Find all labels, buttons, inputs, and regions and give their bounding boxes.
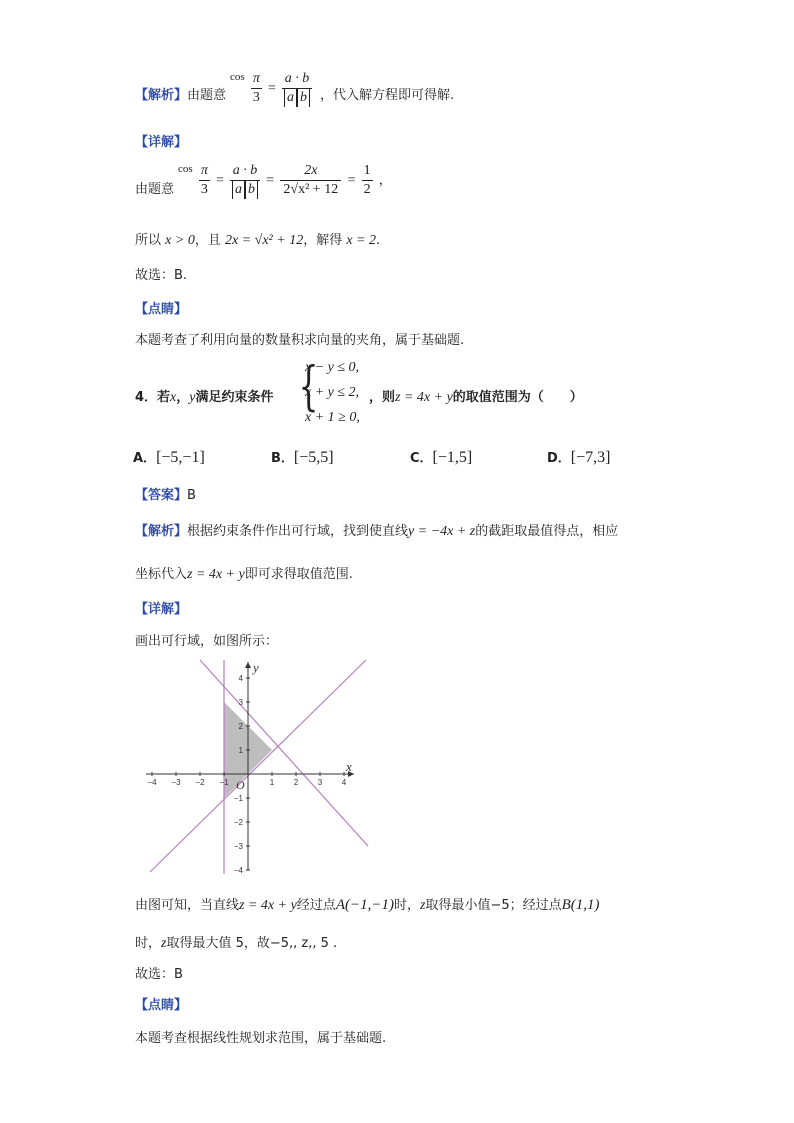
- result-f: z: [161, 936, 167, 951]
- constraint-system: [305, 355, 360, 430]
- answer-value: B: [187, 488, 196, 503]
- option-value: [−5,−1]: [156, 449, 205, 466]
- x-tick-label: 1: [269, 778, 275, 787]
- analysis-tag: 【解析】: [135, 88, 188, 103]
- result-line-1: [135, 894, 600, 914]
- frac-den: 3: [200, 182, 208, 197]
- solve-val: x = 2: [346, 233, 377, 248]
- option-label: B．: [271, 451, 294, 466]
- frac-num: π: [251, 70, 262, 89]
- comment-2: 本题考查根据线性规划求范围，属于基础题.: [135, 1031, 387, 1046]
- choose-1: 故选：B.: [135, 268, 188, 283]
- y-tick-label: −3: [233, 842, 243, 851]
- x-tick-label: −2: [195, 778, 205, 787]
- detail-2-tag: 【详解】: [135, 602, 188, 617]
- detail-formula: $^{cos}$ $\frac{\pi}{3}$ = $\frac{a \cdot b}{\text{a b}}$ = $\frac{2x}{\text{2√x² + 12}}$ = $\frac{1}{2}$ ，: [178, 163, 392, 197]
- comment-1: 本题考查了利用向量的数量积求向量的夹角，属于基础题.: [135, 333, 465, 348]
- answer-tag: 【答案】: [135, 488, 188, 503]
- y-axis-label: y: [253, 660, 259, 675]
- fraction-2x: [280, 162, 341, 199]
- option-a[interactable]: [133, 447, 205, 467]
- cos-formula-1: $^{cos}$ $\frac{\pi}{3}$ = $\frac{a \cdot b}{\text{a b}}$: [230, 70, 314, 107]
- line-y-eq-x: [150, 660, 366, 872]
- analysis-tag-2: 【解析】: [135, 524, 188, 539]
- option-label: A．: [133, 451, 157, 466]
- q4-num: 4．若: [135, 390, 171, 405]
- option-value: [−5,5]: [293, 449, 334, 466]
- vector-mags: a b: [282, 89, 312, 107]
- frac-num: π: [199, 162, 210, 181]
- analysis-2b: 的截距取最值得点，相应: [475, 524, 619, 539]
- point-a: A(−1,−1): [335, 897, 394, 913]
- feasible-region-graph: [140, 656, 380, 878]
- q4-y: y: [189, 390, 196, 405]
- x-tick-label: −3: [171, 778, 181, 787]
- choose-2: 故选：B: [135, 967, 183, 982]
- constraint-1: x − y ≤ 0,: [305, 360, 360, 375]
- option-label: D．: [547, 451, 571, 466]
- so-cond: x > 0: [165, 233, 195, 248]
- y-axis-arrow: [245, 662, 251, 668]
- draw-text: 画出可行域，如图所示：: [135, 634, 279, 649]
- x-tick-label: 4: [341, 778, 347, 787]
- eq-text: 2x = √x² + 12: [224, 233, 304, 248]
- y-tick-label: 4: [238, 674, 243, 683]
- q4-text3: 的取值范围为（ ）: [452, 390, 583, 405]
- option-b[interactable]: [271, 447, 334, 467]
- result-z: z = 4x + y: [239, 898, 297, 913]
- y-tick-label: 3: [238, 698, 243, 707]
- option-d[interactable]: [547, 447, 610, 467]
- y-tick-label: −4: [233, 866, 243, 875]
- frac-den: 2√x² + 12: [283, 182, 339, 197]
- analysis-2-line: y = −4x + z: [408, 524, 476, 539]
- result-b: 经过点: [296, 898, 336, 913]
- detail-1-tag: [135, 131, 187, 150]
- vector-fraction: [282, 70, 312, 107]
- y-tick-label: −2: [233, 818, 243, 827]
- frac-den: 2: [363, 182, 371, 197]
- constraint-2: x + y ≤ 2,: [305, 385, 360, 400]
- analysis-2c: 坐标代入: [135, 567, 188, 582]
- analysis-text: 由题意: [187, 88, 227, 103]
- point-b: B(1,1): [561, 897, 600, 913]
- result-line-2: [135, 932, 337, 952]
- detail-prefix: 由题意: [135, 182, 175, 197]
- x-tick-label: 2: [293, 778, 299, 787]
- system-brace: {: [298, 357, 319, 417]
- question-4-tail: [369, 386, 583, 406]
- analysis-2d: 即可求得取值范围.: [244, 567, 353, 582]
- comma: ，: [378, 173, 392, 188]
- answer-line: [135, 484, 196, 503]
- analysis-2-cont: [135, 563, 353, 583]
- comment-2-tag: 【点睛】: [135, 998, 188, 1013]
- y-tick-label: 1: [238, 746, 243, 755]
- result-zv: z: [419, 898, 426, 913]
- y-tick-label: 2: [238, 722, 243, 731]
- constraint-3: x + 1 ≥ 0,: [305, 410, 360, 425]
- x-axis-label: x: [346, 759, 352, 774]
- frac-num: 2x: [280, 162, 341, 181]
- frac-den: 3: [252, 90, 260, 105]
- solve-text: ，解得: [303, 233, 343, 248]
- result-d: 取得最小值−5；经过点: [425, 898, 562, 913]
- result-e: 时，: [135, 936, 162, 951]
- q4-x: x: [170, 390, 177, 405]
- question-4: [135, 386, 274, 406]
- pi-over-3: [251, 70, 262, 107]
- option-value: [−7,3]: [570, 449, 611, 466]
- y-tick-label: −1: [233, 794, 243, 803]
- analysis-2-z: z = 4x + y: [187, 567, 245, 582]
- and-text: ，且: [194, 233, 221, 248]
- q4-sep: ，: [176, 390, 190, 405]
- analysis-1: [135, 84, 226, 103]
- result-c: 时，: [393, 898, 420, 913]
- frac-num: 1: [362, 162, 373, 181]
- q4-z: z = 4x + y: [395, 390, 453, 405]
- vector-dot: a · b: [282, 70, 312, 89]
- result-g: 取得最大值 5，故−5,, z,, 5 .: [166, 936, 338, 951]
- cos-label: cos: [230, 71, 245, 83]
- analysis-2a: 根据约束条件作出可行域，找到使直线: [187, 524, 409, 539]
- analysis-2: [135, 520, 618, 540]
- analysis-text-b: ，代入解方程即可得解.: [320, 88, 455, 103]
- option-value: [−1,5]: [432, 449, 473, 466]
- option-label: C．: [410, 451, 433, 466]
- comment-1-tag: 【点睛】: [135, 302, 188, 317]
- cos-label-2: cos: [178, 163, 193, 175]
- option-c[interactable]: [410, 447, 472, 467]
- so-line: [135, 229, 380, 249]
- result-a: 由图可知，当直线: [135, 898, 240, 913]
- detail-tag: 【详解】: [135, 135, 188, 150]
- q4-text1: 满足约束条件: [195, 390, 274, 405]
- q4-text2: ，则: [369, 390, 396, 405]
- origin-label: O: [236, 778, 245, 792]
- x-tick-label: −4: [147, 778, 157, 787]
- so-text: 所以: [135, 233, 162, 248]
- x-tick-label: 3: [317, 778, 323, 787]
- x-tick-label: −1: [219, 778, 229, 787]
- period: .: [376, 233, 381, 248]
